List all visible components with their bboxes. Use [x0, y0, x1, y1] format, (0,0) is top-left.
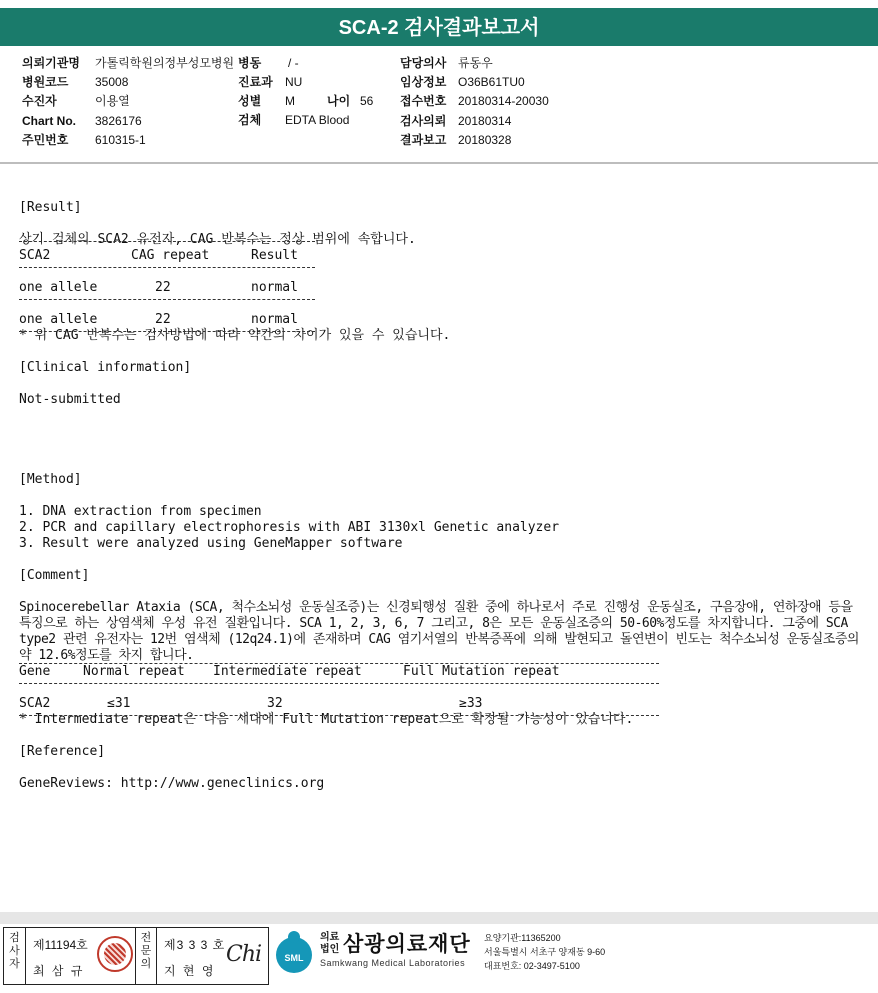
col-intermediate-repeat: Intermediate repeat [213, 664, 362, 679]
report-title: SCA-2 검사결과보고서 [0, 8, 878, 46]
result-table-rule [19, 299, 315, 300]
chart-no-value: 3826176 [95, 114, 142, 128]
col-normal-repeat: Normal repeat [83, 664, 185, 679]
header-divider [0, 162, 878, 164]
examiner-name: 최 삼 규 [33, 964, 85, 978]
allele-cell: one allele [19, 280, 98, 295]
org-type [320, 932, 339, 956]
chart-no-label: Chart No. [22, 114, 76, 128]
org-code: 요양기관:11365200 [484, 933, 561, 943]
org-type-line1: 의료 [320, 932, 340, 943]
report-header [0, 54, 878, 154]
repeat-cell: 22 [155, 312, 171, 327]
specimen-value: EDTA Blood [285, 113, 350, 127]
sex-value: M [285, 94, 295, 108]
patient-value: 이용열 [95, 94, 130, 108]
gene-cell: SCA2 [19, 696, 51, 711]
gene-table-rule [19, 683, 659, 684]
result-note: * 위 CAG 반복수는 검사방법에 따라 약간의 차이가 있을 수 있습니다. [19, 328, 451, 343]
report-body [19, 200, 869, 792]
comment-note: * Intermediate repeat은 다음 세대에 Full Mutation repeat으로 확장될 가능성이 있습니다. [19, 712, 634, 727]
reference-heading: [Reference] [19, 744, 106, 759]
result-cell: normal [251, 312, 298, 327]
specialist-signature: Chi [226, 942, 262, 967]
ward-label: 병동 [238, 56, 262, 70]
hospital-code-value: 35008 [95, 75, 129, 89]
report-date-label: 결과보고 [400, 133, 447, 147]
receipt-label: 접수번호 [400, 94, 447, 108]
age-value: 56 [360, 94, 374, 108]
table-row [19, 696, 869, 712]
comment-text: Spinocerebellar Ataxia (SCA, 척수소뇌성 운동실조증)는 신경퇴행성 질환 중에 하나로서 주로 진행성 운동실조, 구음장애, 연하장애 등을 특징으로 하는 상염색체 우성 유전 질환입니다. SCA 1, 2, 3, 6, 7 그리고, 8은 모든 운동실조증의 50-60%정도를 차지합니다. 그중에 SCA type2 관련 유전자는 12번 염색체 (12q24.1)에 존재하며 CAG 염기서열의 반복증폭에 의해 발현되고 돌연변이 빈도는 척수소뇌성 운동실조증의 약 12.6%정도를 차지 합니다. [19, 600, 859, 663]
method-item: 2. PCR and capillary electrophoresis with ABI 3130xl Genetic analyzer [19, 520, 560, 535]
examiner-license-no: 제11194호 [33, 938, 88, 952]
clinical-info-value: O36B61TU0 [458, 75, 525, 89]
doctor-label: 담당의사 [400, 56, 447, 70]
footer-divider [0, 912, 878, 924]
rrn-label: 주민번호 [22, 133, 69, 147]
method-item: 1. DNA extraction from specimen [19, 504, 262, 519]
col-gene: Gene [19, 664, 51, 679]
clinical-text: Not-submitted [19, 392, 121, 407]
result-heading: [Result] [19, 200, 82, 215]
org-english-name: Samkwang Medical Laboratories [320, 958, 466, 968]
col-gene: SCA2 [19, 248, 51, 263]
patient-label: 수진자 [22, 94, 57, 108]
receipt-value: 20180314-20030 [458, 94, 549, 108]
org-phone: 대표번호: 02-3497-5100 [484, 961, 580, 971]
org-address: 서울특별시 서초구 양재동 9-60 [484, 947, 606, 957]
col-full-mutation-repeat: Full Mutation repeat [403, 664, 560, 679]
clinical-heading: [Clinical information] [19, 360, 192, 375]
method-item: 3. Result were analyzed using GeneMapper software [19, 536, 403, 551]
hospital-code-label: 병원코드 [22, 75, 69, 89]
intermediate-cell: 32 [267, 696, 283, 711]
full-mutation-cell: ≥33 [459, 696, 483, 711]
normal-cell: ≤31 [107, 696, 131, 711]
dept-label: 진료과 [238, 75, 273, 89]
logo-text: SML [284, 953, 304, 963]
sml-logo-icon [272, 929, 316, 975]
ward-value: / - [288, 56, 299, 70]
specialist-label [135, 928, 157, 984]
result-cell: normal [251, 280, 298, 295]
dept-value: NU [285, 75, 303, 89]
examiner-label [4, 928, 26, 984]
col-result: Result [251, 248, 298, 263]
allele-cell: one allele [19, 312, 98, 327]
table-row [19, 312, 869, 328]
comment-heading: [Comment] [19, 568, 90, 583]
org-name: 삼광의료재단 [343, 933, 471, 956]
col-cag-repeat: CAG repeat [131, 248, 210, 263]
examiner-label-text: 검사자 [9, 932, 20, 970]
table-row [19, 280, 869, 296]
signature-box [3, 927, 269, 985]
method-heading: [Method] [19, 472, 82, 487]
request-value: 20180314 [458, 114, 512, 128]
specimen-label: 검체 [238, 113, 262, 127]
sex-label: 성별 [238, 94, 262, 108]
age-label: 나이 [327, 94, 351, 108]
clinical-info-label: 임상정보 [400, 75, 447, 89]
doctor-value: 류동우 [458, 56, 493, 70]
reference-text: GeneReviews: http://www.geneclinics.org [19, 776, 325, 791]
gene-table-rule [19, 715, 659, 716]
result-table-header [19, 248, 869, 264]
gene-table-header [19, 664, 869, 680]
report-date-value: 20180328 [458, 133, 512, 147]
org-contact [484, 931, 605, 973]
rrn-value: 610315-1 [95, 133, 146, 147]
specialist-license-no: 제3 3 3 호 [164, 938, 226, 952]
specialist-name: 지 현 영 [164, 964, 216, 978]
org-type-line2: 법인 [320, 944, 340, 955]
result-table-rule [19, 267, 315, 268]
examiner-seal [97, 936, 133, 972]
repeat-cell: 22 [155, 280, 171, 295]
request-label: 검사의뢰 [400, 114, 447, 128]
result-table-rule [19, 331, 315, 332]
institution-value: 가톨릭학원의정부성모병원 [95, 56, 235, 70]
specialist-label-text: 전문의 [140, 932, 152, 970]
result-table-rule [19, 241, 315, 242]
institution-label: 의뢰기관명 [22, 56, 80, 70]
result-summary: 상기 검체의 SCA2 유전자, CAG 반복수는 정상 범위에 속합니다. [19, 232, 416, 247]
